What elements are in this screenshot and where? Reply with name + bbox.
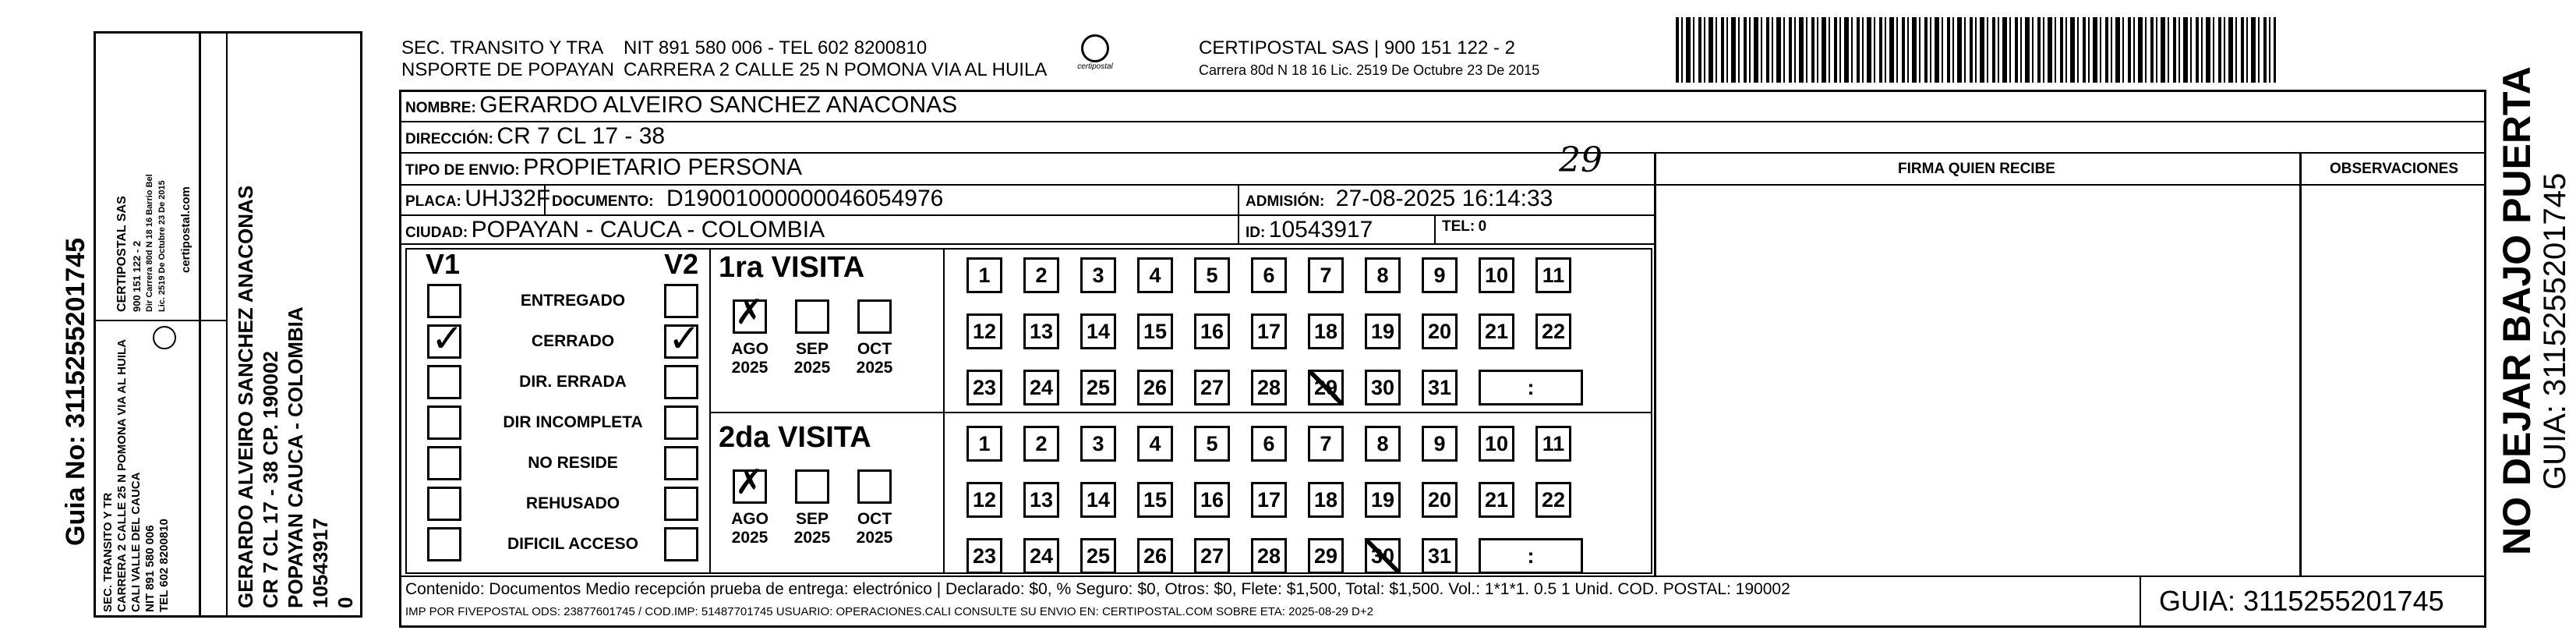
contenido-text: Contenido: Documentos Medio recepción prueba de entrega: electrónico | Declarado: $0, % Seguro: $0, Otros: $0, Flete: $1,500, Total: $1,500. Vol.: 1*1*1. 0.5 1 Unid. COD. POSTAL: 190002 (405, 580, 1790, 598)
month-label: SEP 2025 (793, 510, 831, 547)
day-box[interactable]: 1 (966, 257, 1002, 293)
status-option-label: ENTREGADO (520, 292, 626, 310)
day-box[interactable]: 16 (1194, 313, 1230, 349)
day-box[interactable]: 16 (1194, 482, 1230, 518)
month-checkbox[interactable] (795, 469, 829, 504)
day-box[interactable]: 30 (1365, 370, 1401, 405)
status-option-label: DIR. ERRADA (519, 373, 627, 391)
day-box[interactable]: 14 (1080, 313, 1116, 349)
month-label: OCT 2025 (856, 340, 893, 377)
day-box[interactable]: 2 (1023, 426, 1059, 462)
visits-col-line (943, 248, 945, 574)
visits-row-line (709, 412, 1652, 413)
day-box[interactable]: 17 (1251, 313, 1287, 349)
day-box[interactable]: 13 (1023, 313, 1059, 349)
v1-checkbox[interactable] (427, 317, 464, 360)
day-box[interactable]: 3 (1080, 257, 1116, 293)
v2-label: V2 (664, 248, 699, 280)
day-box[interactable]: 23 (966, 538, 1002, 574)
status-option-label: DIFICIL ACCESO (507, 535, 638, 553)
v1-checkbox[interactable] (427, 527, 461, 561)
certipostal-logo-icon (153, 326, 176, 349)
day-box[interactable]: 9 (1422, 257, 1458, 293)
col-line (1654, 152, 1656, 575)
v2-checkbox[interactable] (664, 317, 701, 360)
day-box[interactable]: 26 (1137, 370, 1173, 405)
day-box[interactable]: 4 (1137, 426, 1173, 462)
day-box[interactable]: 19 (1365, 482, 1401, 518)
col-line (1238, 184, 1239, 243)
day-box[interactable]: 22 (1535, 482, 1571, 518)
status-option-label: REHUSADO (525, 494, 620, 512)
handwritten-note: 29 (1559, 140, 1602, 180)
day-box[interactable]: 11 (1535, 426, 1571, 462)
col-line (1434, 214, 1436, 243)
month-checkbox[interactable] (795, 299, 829, 334)
day-box[interactable]: 5 (1194, 426, 1230, 462)
day-box[interactable]: 15 (1137, 313, 1173, 349)
v1-label: V1 (426, 248, 461, 280)
firma-label: FIRMA QUIEN RECIBE (1898, 161, 2055, 177)
day-box[interactable]: 24 (1023, 370, 1059, 405)
observaciones-area[interactable] (2303, 185, 2484, 575)
col-line (2299, 152, 2302, 575)
footer-divider (2140, 575, 2141, 628)
day-box[interactable]: 27 (1194, 370, 1230, 405)
month-label: AGO 2025 (731, 510, 769, 547)
day-box[interactable]: 6 (1251, 426, 1287, 462)
scribble-mark-icon: ✗ (735, 293, 764, 331)
logo-circle-icon (1081, 34, 1109, 62)
day-box[interactable]: 6 (1251, 257, 1287, 293)
certipostal-logo: certipostal (1068, 34, 1122, 84)
footer-guia: GUIA: 3115255201745 (2159, 585, 2444, 617)
check-mark-icon: ✓ (431, 317, 464, 360)
visits-col-line (709, 248, 711, 574)
day-box[interactable]: 22 (1535, 313, 1571, 349)
documento-field: DOCUMENTO: D19001000000046054976 (552, 186, 944, 211)
barcode (1676, 17, 2276, 83)
day-box[interactable]: 26 (1137, 538, 1173, 574)
day-box[interactable]: 8 (1365, 257, 1401, 293)
day-box[interactable]: 12 (966, 313, 1002, 349)
check-mark-icon: ✓ (668, 317, 701, 360)
row-line (399, 214, 1654, 216)
direccion-field: DIRECCIÓN: CR 7 CL 17 - 38 (405, 123, 666, 149)
v2-checkbox[interactable] (664, 284, 698, 318)
day-box[interactable]: 12 (966, 482, 1002, 518)
row-line (399, 121, 2486, 122)
side-guia: GUIA: 3115255201745 (2538, 172, 2572, 490)
day-box[interactable]: 29 (1308, 538, 1344, 574)
day-box[interactable]: 10 (1479, 257, 1514, 293)
month-label: AGO 2025 (731, 340, 769, 377)
scribble-mark-icon: ✗ (735, 463, 764, 501)
no-dejar-bajo-puerta: NO DEJAR BAJO PUERTA (2495, 66, 2539, 555)
day-box[interactable]: 3 (1080, 426, 1116, 462)
placa-field: PLACA: UHJ32F (405, 186, 551, 211)
status-option-label: CERRADO (531, 332, 615, 350)
month-checkbox[interactable] (733, 293, 767, 334)
stub-divider-1 (199, 31, 201, 618)
v1-checkbox[interactable] (427, 446, 461, 480)
observaciones-label: OBSERVACIONES (2329, 161, 2459, 177)
day-box[interactable]: 19 (1365, 313, 1401, 349)
row-line (399, 243, 1654, 245)
second-visit-title: 2da VISITA (719, 421, 871, 454)
time-box[interactable]: : (1479, 370, 1583, 405)
day-box[interactable]: 18 (1308, 313, 1344, 349)
day-box[interactable]: 28 (1251, 370, 1287, 405)
imp-text: IMP POR FIVEPOSTAL ODS: 23877601745 / COD.IMP: 51487701745 USUARIO: OPERACIONES.CALI CONSULTE SU ENVIO EN: CERTIPOSTAL.COM SOBRE ETA: 2025-08-29 D+2 (405, 605, 1373, 618)
day-box[interactable]: 7 (1308, 257, 1344, 293)
day-box[interactable]: 17 (1251, 482, 1287, 518)
day-box[interactable]: 9 (1422, 426, 1458, 462)
row-line (399, 575, 2486, 577)
v2-checkbox[interactable] (664, 487, 698, 521)
tel-field: TEL: 0 (1442, 218, 1487, 235)
day-box[interactable]: 21 (1479, 313, 1514, 349)
month-checkbox[interactable] (733, 463, 767, 504)
stub-guia-number: Guia No: 3115255201745 (61, 237, 90, 546)
v1-checkbox[interactable] (427, 365, 461, 399)
v1-checkbox[interactable] (427, 284, 461, 318)
ciudad-field: CIUDAD: POPAYAN - CAUCA - COLOMBIA (405, 217, 825, 243)
day-box[interactable]: 25 (1080, 538, 1116, 574)
v2-checkbox[interactable] (664, 446, 698, 480)
day-box[interactable]: 23 (966, 370, 1002, 405)
firma-area[interactable] (1657, 185, 2298, 575)
day-box[interactable]: 27 (1194, 538, 1230, 574)
time-box[interactable]: : (1479, 538, 1583, 574)
day-box[interactable]: 18 (1308, 482, 1344, 518)
day-box[interactable]: 10 (1479, 426, 1514, 462)
status-option-label: NO RESIDE (528, 454, 618, 472)
day-box[interactable]: 2 (1023, 257, 1059, 293)
status-option-label: DIR INCOMPLETA (503, 413, 643, 431)
stub-divider-2 (226, 31, 228, 618)
month-label: OCT 2025 (856, 510, 893, 547)
tipo-envio-field: TIPO DE ENVIO: PROPIETARIO PERSONA (405, 154, 803, 180)
v1-checkbox[interactable] (427, 487, 461, 521)
row-line (399, 152, 2486, 154)
day-box[interactable]: 1 (966, 426, 1002, 462)
day-box[interactable]: 29 (1308, 370, 1344, 405)
day-box[interactable]: 20 (1422, 313, 1458, 349)
v2-checkbox[interactable] (664, 527, 698, 561)
month-label: SEP 2025 (793, 340, 831, 377)
day-box[interactable]: 24 (1023, 538, 1059, 574)
v2-checkbox[interactable] (664, 405, 698, 440)
day-box[interactable]: 13 (1023, 482, 1059, 518)
first-visit-title: 1ra VISITA (719, 251, 865, 284)
day-box[interactable]: 21 (1479, 482, 1514, 518)
month-checkbox[interactable] (857, 299, 892, 334)
month-checkbox[interactable] (857, 469, 892, 504)
day-box[interactable]: 20 (1422, 482, 1458, 518)
nombre-field: NOMBRE: GERARDO ALVEIRO SANCHEZ ANACONAS (405, 92, 958, 118)
day-box[interactable]: 14 (1080, 482, 1116, 518)
day-box[interactable]: 30 (1365, 538, 1401, 574)
stub-divider-h (94, 320, 228, 321)
day-box[interactable]: 5 (1194, 257, 1230, 293)
id-field: ID: 10543917 (1246, 217, 1373, 243)
day-box[interactable]: 4 (1137, 257, 1173, 293)
day-box[interactable]: 31 (1422, 538, 1458, 574)
day-box[interactable]: 28 (1251, 538, 1287, 574)
day-box[interactable]: 11 (1535, 257, 1571, 293)
day-box[interactable]: 8 (1365, 426, 1401, 462)
day-box[interactable]: 15 (1137, 482, 1173, 518)
day-box[interactable]: 31 (1422, 370, 1458, 405)
admision-field: ADMISIÓN: 27-08-2025 16:14:33 (1246, 186, 1553, 211)
day-box[interactable]: 25 (1080, 370, 1116, 405)
v2-checkbox[interactable] (664, 365, 698, 399)
v1-checkbox[interactable] (427, 405, 461, 440)
day-box[interactable]: 7 (1308, 426, 1344, 462)
